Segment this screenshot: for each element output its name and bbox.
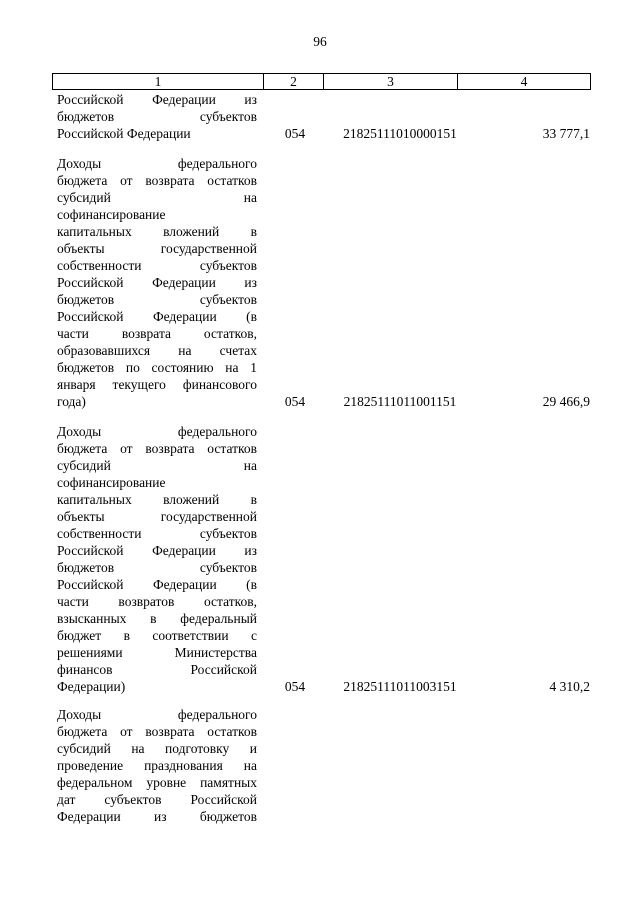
- description-line: Российской Федерации (в: [57, 577, 257, 592]
- description-line: проведение празднования на: [57, 758, 257, 773]
- description-line: объекты государственной: [57, 241, 257, 256]
- description-line: Российской Федерации из: [57, 275, 257, 290]
- administrator-code: 054: [284, 126, 306, 141]
- administrator-code: 054: [284, 394, 306, 409]
- header-col-1: 1: [53, 74, 264, 89]
- description-line: федеральном уровне памятных: [57, 775, 257, 790]
- description-line: января текущего финансового: [57, 377, 257, 392]
- header-col-3: 3: [324, 74, 458, 89]
- description-line: субсидий на: [57, 458, 257, 473]
- description-line: объекты государственной: [57, 509, 257, 524]
- budget-classification-code: 21825111011001151: [343, 394, 457, 409]
- table-header-row: [52, 73, 591, 90]
- description-line: Российской Федерации: [57, 126, 191, 141]
- budget-classification-code: 21825111010000151: [343, 126, 457, 141]
- header-col-4: 4: [520, 74, 528, 89]
- description-line: субсидий на: [57, 190, 257, 205]
- page-number: 96: [313, 34, 327, 49]
- description-line: части возврата остатков,: [57, 326, 257, 341]
- description-line: капитальных вложений в: [57, 224, 257, 239]
- administrator-code: 054: [284, 679, 306, 694]
- description-line: софинансирование: [57, 207, 166, 222]
- income-description: [57, 155, 257, 410]
- description-line: финансов Российской: [57, 662, 257, 677]
- description-line: бюджетов субъектов: [57, 109, 257, 124]
- description-line: бюджета от возврата остатков: [57, 173, 257, 188]
- income-description: [57, 423, 257, 695]
- header-col-2: 2: [264, 74, 324, 89]
- description-line: бюджетов по состоянию на 1: [57, 360, 257, 375]
- description-line: Федерации): [57, 679, 126, 694]
- description-line: решениями Министерства: [57, 645, 257, 660]
- budget-classification-code: 21825111011003151: [343, 679, 457, 694]
- description-line: капитальных вложений в: [57, 492, 257, 507]
- description-line: Федерации из бюджетов: [57, 809, 257, 824]
- description-line: образовавшихся на счетах: [57, 343, 257, 358]
- amount-value: 33 777,1: [542, 126, 590, 141]
- description-line: взысканных в федеральный: [57, 611, 257, 626]
- description-line: софинансирование: [57, 475, 166, 490]
- description-line: Доходы федерального: [57, 156, 257, 171]
- description-line: Российской Федерации (в: [57, 309, 257, 324]
- description-line: года): [57, 394, 86, 409]
- description-line: Российской Федерации из: [57, 543, 257, 558]
- description-line: Доходы федерального: [57, 707, 257, 722]
- income-description: [57, 91, 257, 142]
- description-line: бюджетов субъектов: [57, 560, 257, 575]
- description-line: Российской Федерации из: [57, 92, 257, 107]
- description-line: собственности субъектов: [57, 526, 257, 541]
- description-line: бюджета от возврата остатков: [57, 441, 257, 456]
- description-line: части возвратов остатков,: [57, 594, 257, 609]
- amount-value: 4 310,2: [549, 679, 590, 694]
- description-line: бюджет в соответствии с: [57, 628, 257, 643]
- description-line: собственности субъектов: [57, 258, 257, 273]
- description-line: Доходы федерального: [57, 424, 257, 439]
- description-line: бюджета от возврата остатков: [57, 724, 257, 739]
- amount-value: 29 466,9: [542, 394, 590, 409]
- description-line: субсидий на подготовку и: [57, 741, 257, 756]
- description-line: бюджетов субъектов: [57, 292, 257, 307]
- income-description: [57, 706, 257, 825]
- description-line: дат субъектов Российской: [57, 792, 257, 807]
